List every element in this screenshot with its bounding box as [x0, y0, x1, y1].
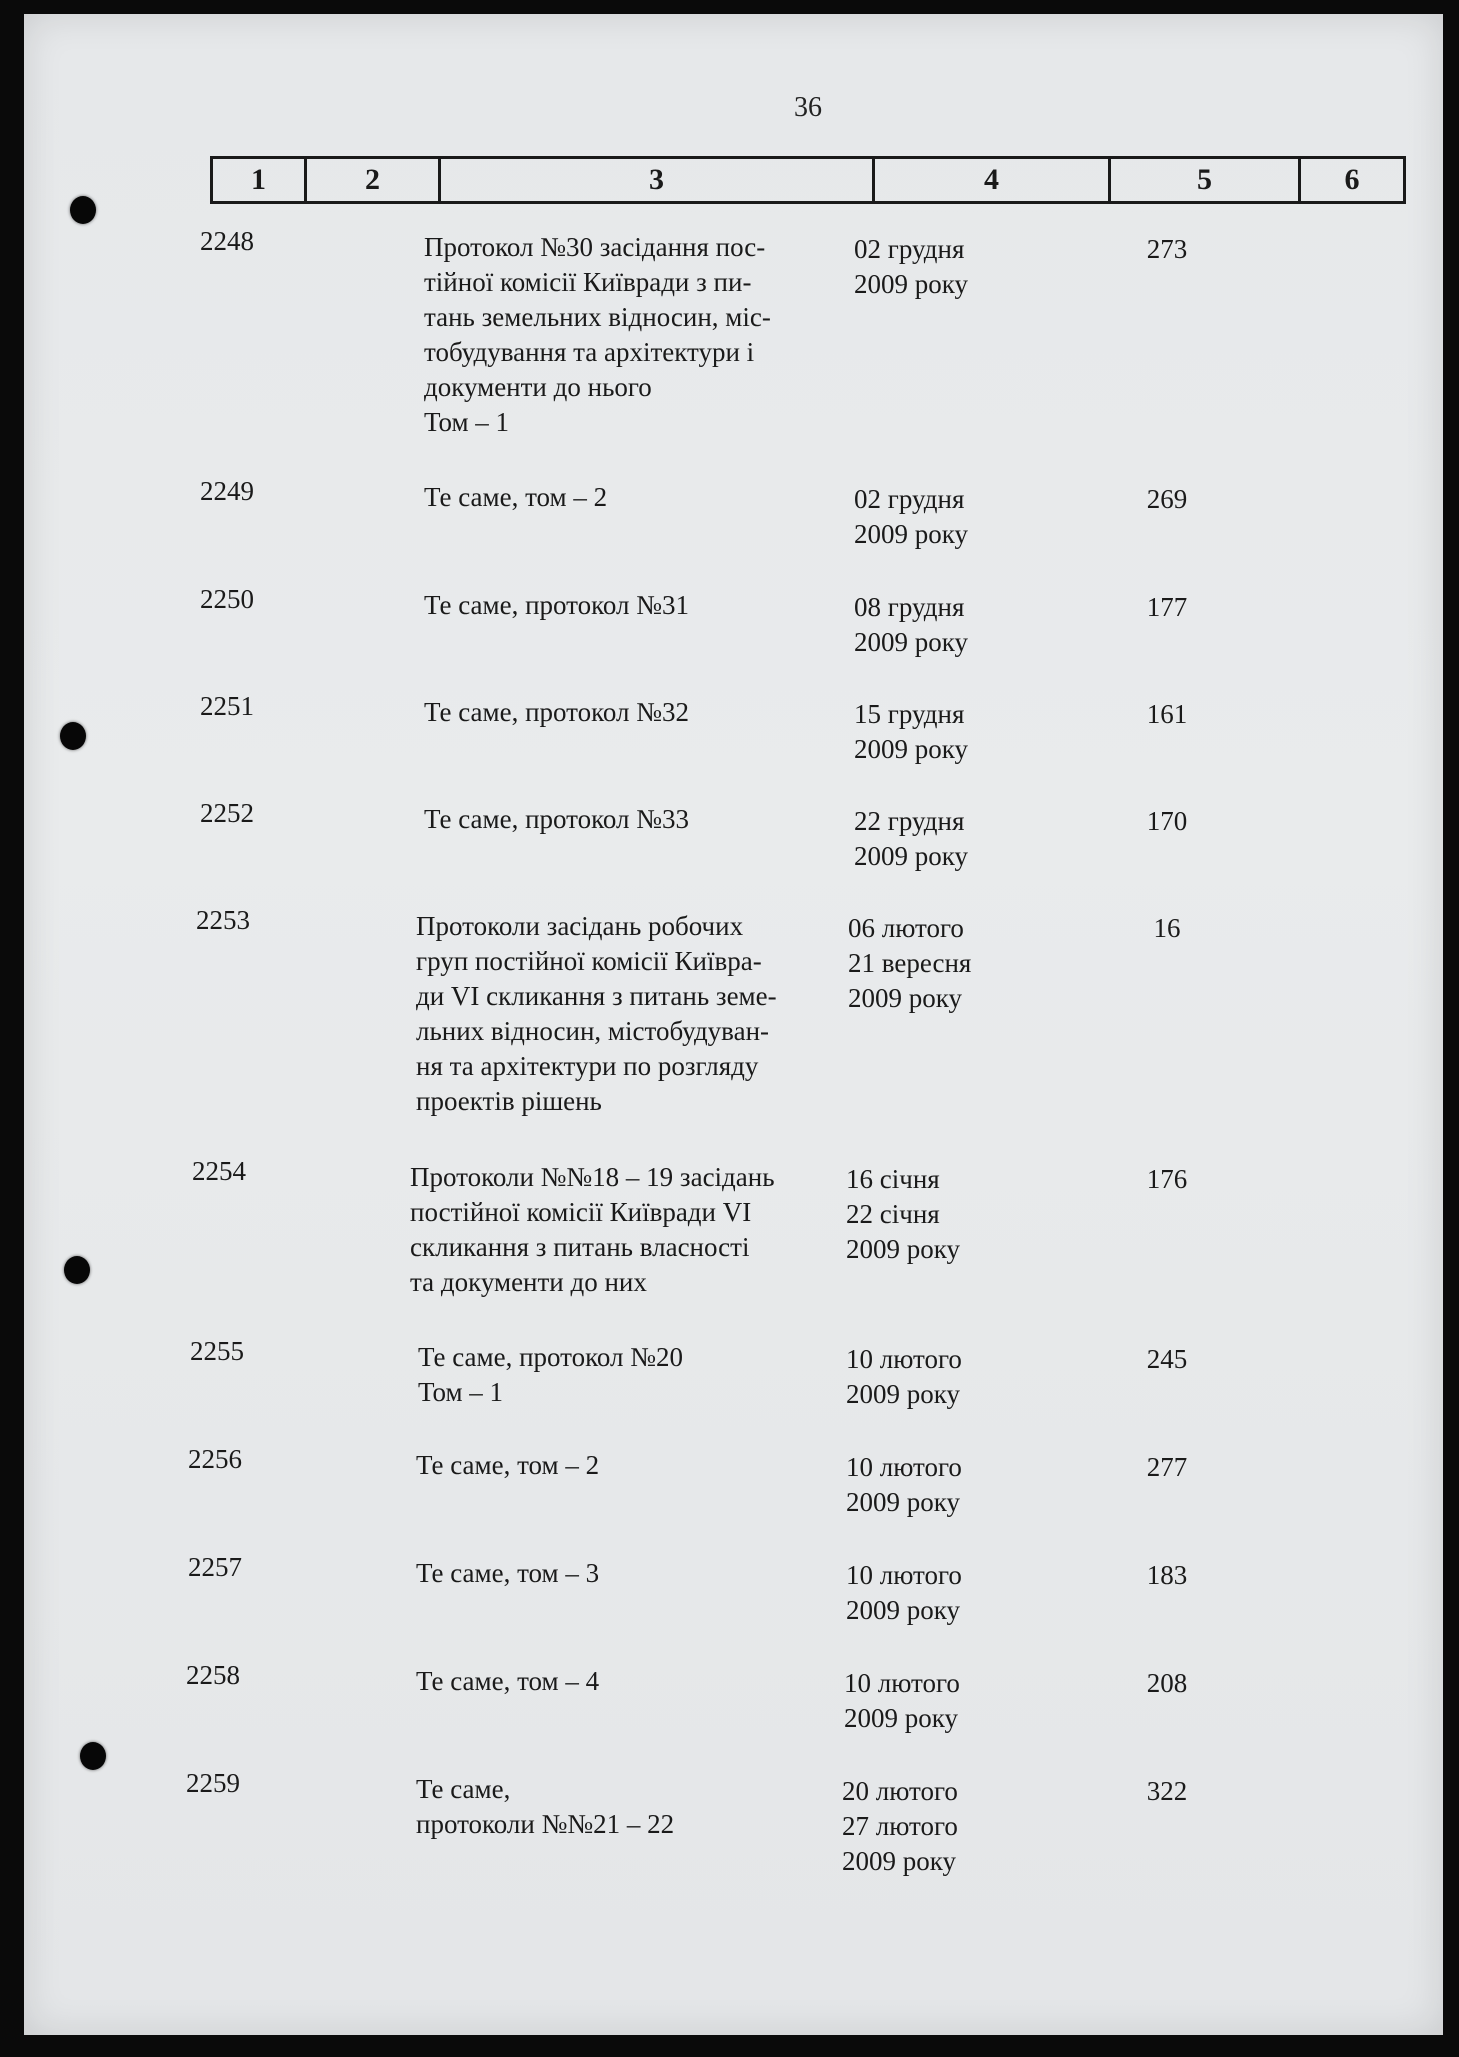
header-col-3: 3: [441, 159, 875, 201]
table-header: [210, 156, 1406, 204]
row-title: [424, 480, 607, 515]
date-line: 21 вересня: [848, 948, 972, 978]
header-col-4: 4: [875, 159, 1111, 201]
row-number: 2250: [200, 584, 254, 614]
title-line: Том – 1: [418, 1377, 504, 1407]
row-date: [854, 232, 968, 302]
date-line: 10 лютого: [846, 1344, 962, 1374]
row-number: 2258: [186, 1660, 240, 1690]
row-number: 2255: [190, 1336, 244, 1366]
header-col-5: 5: [1111, 159, 1301, 201]
date-line: 02 грудня: [854, 234, 965, 264]
row-page-count: 269: [1146, 484, 1188, 514]
row-title: [416, 1772, 674, 1842]
title-line: Том – 1: [424, 407, 510, 437]
row-date: [854, 697, 968, 767]
row-page-count: 208: [1146, 1668, 1188, 1698]
date-line: 02 грудня: [854, 484, 965, 514]
date-line: 20 лютого: [842, 1776, 958, 1806]
title-line: Те саме, протокол №33: [424, 804, 689, 834]
row-page-count: 273: [1146, 234, 1188, 264]
date-line: 2009 року: [846, 1595, 960, 1625]
row-date: [846, 1162, 960, 1267]
title-line: документи до нього: [424, 372, 652, 402]
row-title: [416, 1448, 599, 1483]
row-page-count: 176: [1146, 1164, 1188, 1194]
title-line: проектів рішень: [416, 1086, 602, 1116]
row-number: 2252: [200, 798, 254, 828]
date-line: 2009 року: [854, 841, 968, 871]
date-line: 2009 року: [854, 519, 968, 549]
date-line: 2009 року: [846, 1379, 960, 1409]
row-number: 2257: [188, 1552, 242, 1582]
date-line: 27 лютого: [842, 1811, 958, 1841]
row-title: [416, 909, 777, 1119]
row-title: [424, 588, 689, 623]
date-line: 2009 року: [842, 1846, 956, 1876]
row-number: 2248: [200, 226, 254, 256]
header-col-2: 2: [307, 159, 441, 201]
punch-hole: [60, 722, 86, 750]
date-line: 16 січня: [846, 1164, 940, 1194]
row-date: [854, 590, 968, 660]
row-title: [418, 1340, 683, 1410]
row-page-count: 161: [1146, 699, 1188, 729]
date-line: 08 грудня: [854, 592, 965, 622]
row-date: [846, 1558, 962, 1628]
row-title: [424, 802, 689, 837]
title-line: Те саме, том – 2: [424, 482, 608, 512]
row-page-count: 322: [1146, 1776, 1188, 1806]
title-line: льних відносин, містобудуван-: [416, 1016, 770, 1046]
row-number: 2256: [188, 1444, 242, 1474]
title-line: тань земельних відносин, міс-: [424, 302, 771, 332]
row-title: [410, 1160, 775, 1300]
title-line: та документи до них: [410, 1267, 647, 1297]
date-line: 2009 року: [854, 627, 968, 657]
title-line: Те саме,: [416, 1774, 511, 1804]
date-line: 22 грудня: [854, 806, 965, 836]
date-line: 10 лютого: [846, 1452, 962, 1482]
title-line: груп постійної комісії Київра-: [416, 946, 762, 976]
punch-hole: [64, 1256, 90, 1284]
row-number: 2259: [186, 1768, 240, 1798]
date-line: 2009 року: [848, 983, 962, 1013]
title-line: ня та архітектури по розгляду: [416, 1051, 759, 1081]
punch-hole: [80, 1742, 106, 1770]
date-line: 10 лютого: [844, 1668, 960, 1698]
row-title: [416, 1664, 599, 1699]
title-line: протоколи №№21 – 22: [416, 1809, 675, 1839]
row-page-count: 177: [1146, 592, 1188, 622]
date-line: 10 лютого: [846, 1560, 962, 1590]
row-date: [844, 1666, 960, 1736]
document-page: [24, 14, 1443, 2035]
title-line: Те саме, том – 3: [416, 1558, 600, 1588]
row-date: [842, 1774, 958, 1879]
title-line: тійної комісії Київради з пи-: [424, 267, 752, 297]
title-line: Те саме, протокол №31: [424, 590, 689, 620]
title-line: тобудування та архітектури і: [424, 337, 755, 367]
row-date: [848, 911, 971, 1016]
title-line: Те саме, том – 4: [416, 1666, 600, 1696]
header-col-1: 1: [213, 159, 307, 201]
row-date: [854, 804, 968, 874]
title-line: Протоколи №№18 – 19 засідань: [410, 1162, 775, 1192]
title-line: постійної комісії Київради VI: [410, 1197, 752, 1227]
row-number: 2251: [200, 691, 254, 721]
date-line: 2009 року: [846, 1234, 960, 1264]
row-date: [846, 1342, 962, 1412]
header-col-6: 6: [1344, 163, 1360, 196]
row-number: 2249: [200, 476, 254, 506]
row-date: [854, 482, 968, 552]
date-line: 22 січня: [846, 1199, 940, 1229]
title-line: Протокол №30 засідання пос-: [424, 232, 766, 262]
title-line: Те саме, том – 2: [416, 1450, 600, 1480]
punch-hole: [70, 196, 96, 224]
row-title: [416, 1556, 599, 1591]
row-number: 2254: [192, 1156, 246, 1186]
row-page-count: 170: [1146, 806, 1188, 836]
row-title: [424, 230, 771, 440]
date-line: 2009 року: [854, 734, 968, 764]
page-number: 36: [794, 92, 822, 123]
row-page-count: 183: [1146, 1560, 1188, 1590]
title-line: Те саме, протокол №20: [418, 1342, 683, 1372]
title-line: Протоколи засідань робочих: [416, 911, 744, 941]
title-line: ди VI скликання з питань земе-: [416, 981, 777, 1011]
date-line: 2009 року: [846, 1487, 960, 1517]
title-line: Те саме, протокол №32: [424, 697, 689, 727]
date-line: 06 лютого: [848, 913, 964, 943]
row-title: [424, 695, 689, 730]
date-line: 2009 року: [844, 1703, 958, 1733]
title-line: скликання з питань власності: [410, 1232, 750, 1262]
row-date: [846, 1450, 962, 1520]
date-line: 2009 року: [854, 269, 968, 299]
row-page-count: 16: [1153, 913, 1181, 943]
row-page-count: 277: [1146, 1452, 1188, 1482]
row-number: 2253: [196, 905, 250, 935]
row-page-count: 245: [1146, 1344, 1188, 1374]
date-line: 15 грудня: [854, 699, 965, 729]
